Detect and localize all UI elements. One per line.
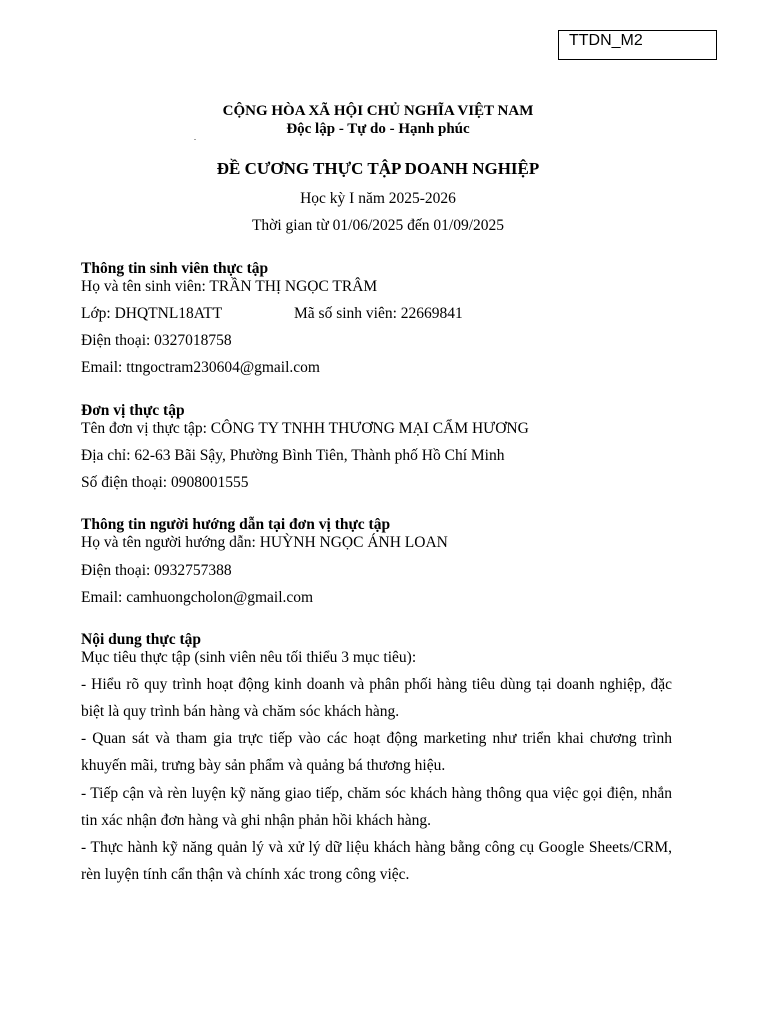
term-line: Học kỳ I năm 2025-2026	[300, 190, 456, 207]
mentor-phone: Điện thoại: 0932757388	[81, 562, 232, 579]
student-phone: Điện thoại: 0327018758	[81, 332, 232, 349]
mentor-email: Email: camhuongcholon@gmail.com	[81, 589, 314, 606]
goal-item: - Tiếp cận và rèn luyện kỹ năng giao tiếp, chăm sóc khách hàng thông qua việc gọi điện, nhắn tin xác nhận đơn hàng và ghi nhận phản hồi khách hàng.	[81, 785, 672, 829]
student-name: Họ và tên sinh viên: TRẦN THỊ NGỌC TRÂM	[81, 278, 378, 295]
company-phone: Số điện thoại: 0908001555	[81, 474, 249, 491]
content-section-heading: Nội dung thực tập	[81, 631, 201, 648]
stray-mark: .	[194, 133, 196, 142]
content-intro: Mục tiêu thực tập (sinh viên nêu tối thiểu 3 mục tiêu):	[81, 649, 417, 666]
company-section-heading: Đơn vị thực tập	[81, 402, 185, 419]
goal-item: - Quan sát và tham gia trực tiếp vào các hoạt động marketing như triển khai chương trình khuyến mãi, trưng bày sản phẩm và quảng bá thương hiệu.	[81, 730, 672, 774]
company-address: Địa chỉ: 62-63 Bãi Sậy, Phường Bình Tiên, Thành phố Hồ Chí Minh	[81, 447, 505, 464]
period-line: Thời gian từ 01/06/2025 đến 01/09/2025	[251, 217, 505, 234]
mentor-name: Họ và tên người hướng dẫn: HUỲNH NGỌC ÁNH LOAN	[81, 534, 448, 551]
form-code-box: TTDN_M2	[558, 30, 717, 60]
student-email: Email: ttngoctram230604@gmail.com	[81, 359, 320, 376]
company-name: Tên đơn vị thực tập: CÔNG TY TNHH THƯƠNG MẠI CẨM HƯƠNG	[81, 420, 529, 437]
national-motto: Độc lập - Tự do - Hạnh phúc	[286, 121, 470, 137]
national-header: CỘNG HÒA XÃ HỘI CHỦ NGHĨA VIỆT NAM	[222, 103, 534, 119]
student-id: Mã số sinh viên: 22669841	[294, 305, 463, 322]
mentor-section-heading: Thông tin người hướng dẫn tại đơn vị thực tập	[81, 516, 391, 533]
goal-item: - Thực hành kỹ năng quản lý và xử lý dữ liệu khách hàng bằng công cụ Google Sheets/CRM, rèn luyện tính cẩn thận và chính xác trong công việc.	[81, 839, 672, 883]
document-title: ĐỀ CƯƠNG THỰC TẬP DOANH NGHIỆP	[216, 159, 540, 178]
goal-item: - Hiểu rõ quy trình hoạt động kinh doanh và phân phối hàng tiêu dùng tại doanh nghiệp, đặc biệt là quy trình bán hàng và chăm sóc khách hàng.	[81, 676, 672, 720]
student-section-heading: Thông tin sinh viên thực tập	[81, 260, 269, 277]
student-class: Lớp: DHQTNL18ATT	[81, 305, 223, 322]
